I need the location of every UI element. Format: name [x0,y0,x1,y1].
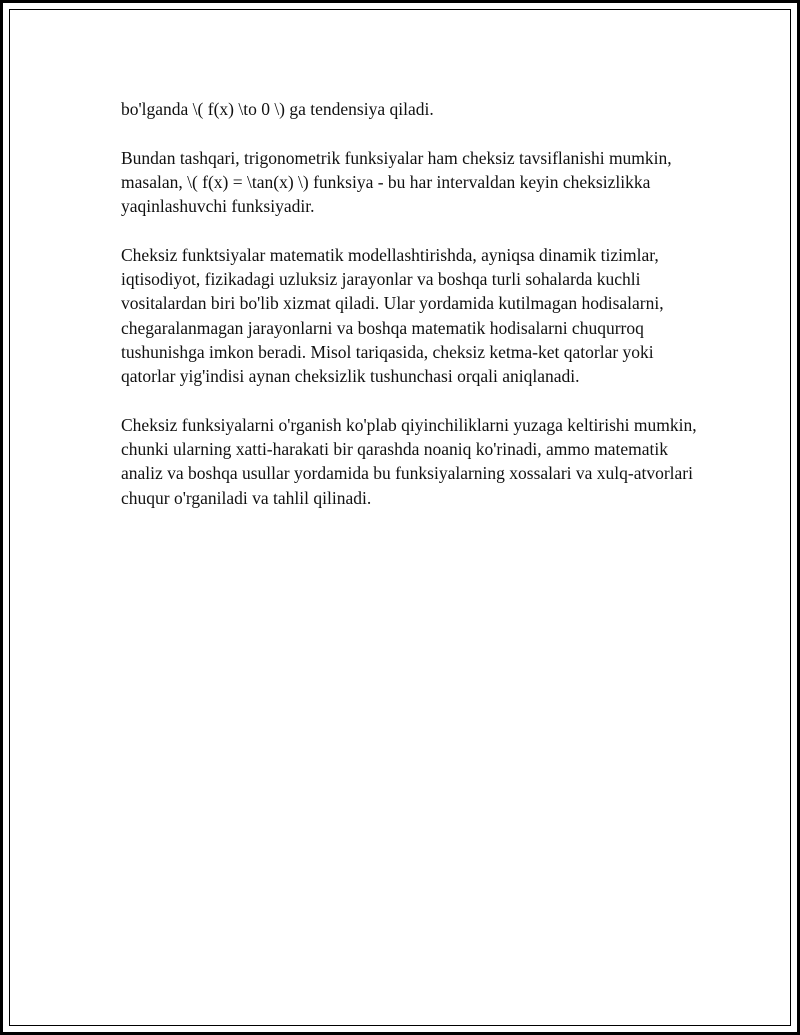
paragraph-4: Cheksiz funksiyalarni o'rganish ko'plab qiyinchiliklarni yuzaga keltirishi mumkin, chunki ularning xatti-harakati bir qarashda noaniq ko'rinadi, ammo matematik analiz va boshqa usullar yordamida bu funksiyalarning xossalari va xulq-atvorlari chuqur o'rganiladi va tahlil qilinadi. [121,414,697,508]
paragraph-1: bo'lganda \( f(x) \to 0 \) ga tendensiya qiladi. [121,99,434,119]
paragraph-2: Bundan tashqari, trigonometrik funksiyalar ham cheksiz tavsiflanishi mumkin, masalan, \( f(x) = \tan(x) \) funksiya - bu har intervaldan keyin cheksizlikka yaqinlashuvchi funksiyadir. [121,147,672,217]
paragraph-3: Cheksiz funktsiyalar matematik modellashtirishda, ayniqsa dinamik tizimlar, iqtisodiyot, fizikadagi uzluksiz jarayonlar va boshqa turli sohalarda kuchli vositalardan biri bo'lib xizmat qiladi. Ular yordamida kutilmagan hodisalarni, chegaralanmagan jarayonlarni va boshqa matematik hodisalarni chuqurroq tushunishga imkon beradi. Misol tariqasida, cheksiz ketma-ket qatorlar yoki qatorlar yig'indisi aynan cheksizlik tushunchasi orqali aniqlanadi. [121,244,664,387]
document-body [121,97,706,534]
